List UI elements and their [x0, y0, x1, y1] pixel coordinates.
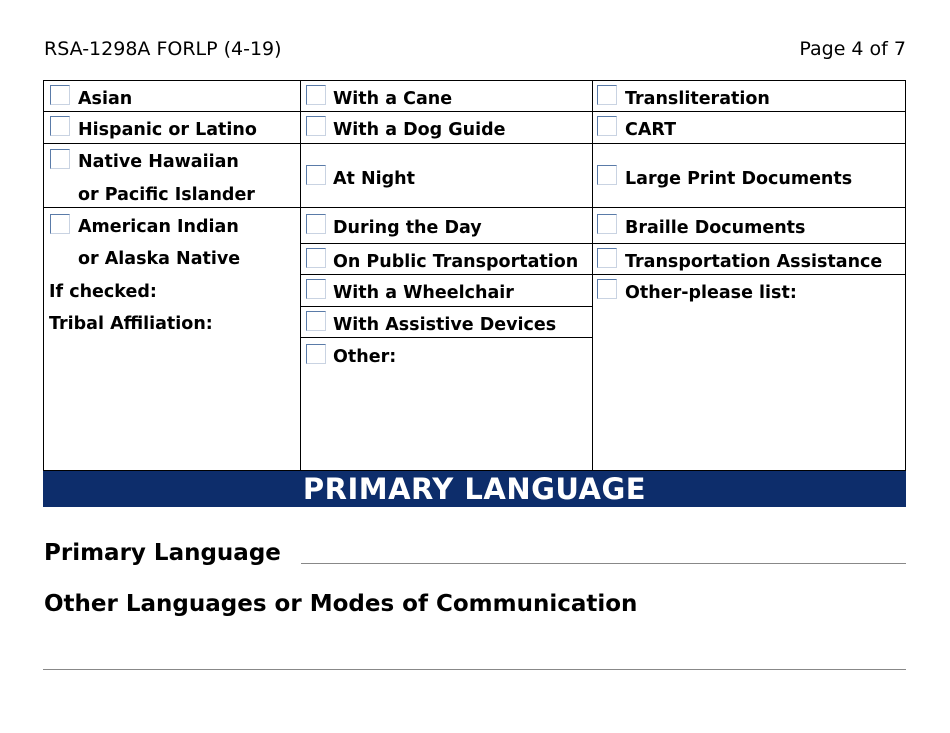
asian-label: Asian — [78, 89, 133, 109]
ethnicity-column — [44, 81, 300, 470]
cart-checkbox[interactable] — [597, 116, 617, 136]
cane-label: With a Cane — [333, 89, 453, 109]
night-checkbox[interactable] — [306, 165, 326, 185]
day-label: During the Day — [333, 218, 482, 238]
hispanic-row — [44, 112, 300, 144]
other-languages-label: Other Languages or Modes of Communication — [44, 591, 638, 617]
transport-assist-row — [593, 244, 905, 275]
cane-checkbox[interactable] — [306, 85, 326, 105]
wheelchair-row — [301, 275, 593, 307]
night-row — [301, 144, 593, 208]
accommodations-column — [592, 81, 905, 470]
american-indian-label-line2: or Alaska Native — [78, 249, 241, 269]
large-print-row — [593, 144, 905, 208]
page-number: Page 4 of 7 — [799, 38, 906, 60]
primary-language-label: Primary Language — [44, 540, 281, 566]
accommodation-other-row — [593, 275, 905, 470]
hawaiian-row — [44, 144, 300, 208]
assistive-checkbox[interactable] — [306, 311, 326, 331]
hispanic-checkbox[interactable] — [50, 116, 70, 136]
night-label: At Night — [333, 169, 415, 189]
large-print-label: Large Print Documents — [625, 169, 853, 189]
hawaiian-checkbox[interactable] — [50, 149, 70, 169]
accommodation-other-checkbox[interactable] — [597, 279, 617, 299]
asian-checkbox[interactable] — [50, 85, 70, 105]
travel-column — [300, 81, 593, 470]
wheelchair-label: With a Wheelchair — [333, 283, 514, 303]
primary-language-banner: PRIMARY LANGUAGE — [43, 471, 906, 507]
transliteration-label: Transliteration — [625, 89, 770, 109]
day-row — [301, 208, 593, 244]
day-checkbox[interactable] — [306, 214, 326, 234]
cart-row — [593, 112, 905, 144]
american-indian-label-line1: American Indian — [78, 217, 239, 237]
travel-other-row — [301, 338, 593, 470]
american-indian-section — [44, 208, 300, 470]
cane-row — [301, 81, 593, 112]
american-indian-checkbox[interactable] — [50, 214, 70, 234]
dog-guide-checkbox[interactable] — [306, 116, 326, 136]
transport-assist-checkbox[interactable] — [597, 248, 617, 268]
other-languages-input-line[interactable] — [43, 669, 906, 670]
transliteration-row — [593, 81, 905, 112]
large-print-checkbox[interactable] — [597, 165, 617, 185]
hispanic-label: Hispanic or Latino — [78, 120, 257, 140]
cart-label: CART — [625, 120, 677, 140]
braille-label: Braille Documents — [625, 218, 806, 238]
public-transport-label: On Public Transportation — [333, 252, 579, 272]
braille-row — [593, 208, 905, 244]
wheelchair-checkbox[interactable] — [306, 279, 326, 299]
transliteration-checkbox[interactable] — [597, 85, 617, 105]
assistive-label: With Assistive Devices — [333, 315, 557, 335]
form-id: RSA-1298A FORLP (4-19) — [44, 38, 282, 60]
tribal-affiliation-label: Tribal Affiliation: — [49, 314, 213, 334]
hawaiian-label-line1: Native Hawaiian — [78, 152, 239, 172]
accommodation-other-label: Other-please list: — [625, 283, 797, 303]
dog-guide-label: With a Dog Guide — [333, 120, 506, 140]
primary-language-input-line[interactable] — [301, 563, 906, 564]
travel-other-label: Other: — [333, 347, 397, 367]
options-table — [43, 80, 906, 471]
hawaiian-label-line2: or Pacific Islander — [78, 185, 255, 205]
public-transport-checkbox[interactable] — [306, 248, 326, 268]
asian-row — [44, 81, 300, 112]
if-checked-label: If checked: — [49, 282, 157, 302]
travel-other-checkbox[interactable] — [306, 344, 326, 364]
transport-assist-label: Transportation Assistance — [625, 252, 883, 272]
assistive-row — [301, 307, 593, 338]
braille-checkbox[interactable] — [597, 214, 617, 234]
public-transport-row — [301, 244, 593, 275]
dog-guide-row — [301, 112, 593, 144]
